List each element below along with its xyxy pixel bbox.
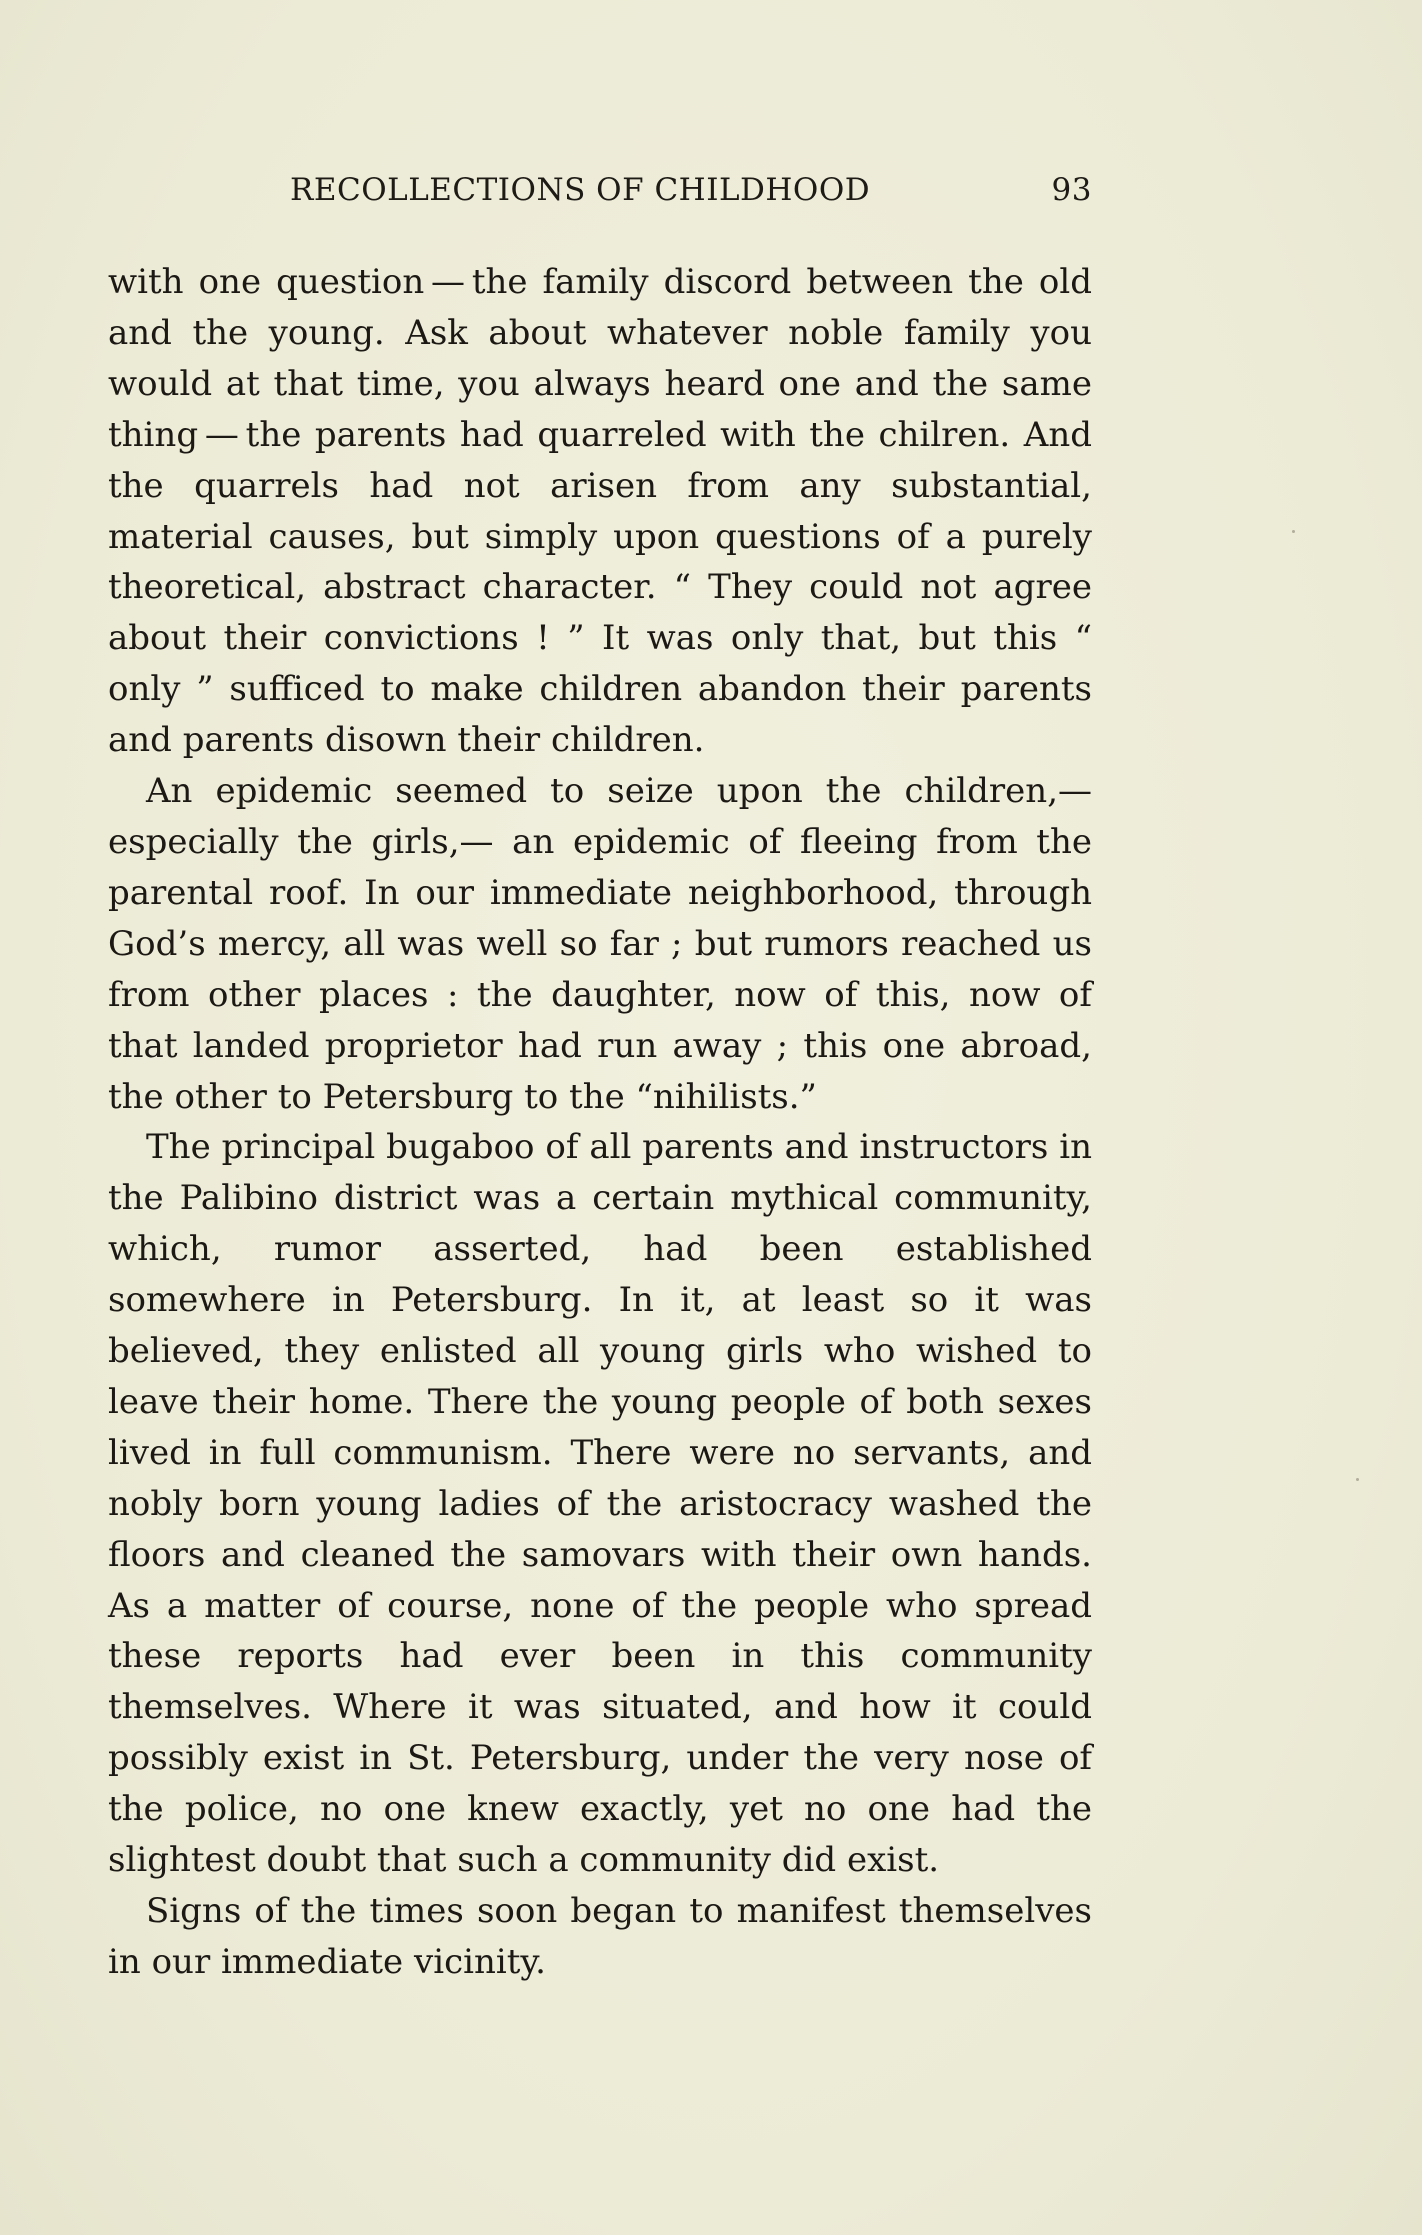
running-title: RECOLLECTIONS OF CHILDHOOD xyxy=(290,172,871,208)
running-head xyxy=(108,172,1092,216)
paragraph-epidemic: An epidemic seemed to seize upon the children,— especially the girls,— an epidemic of fleeing from the parental roof. In our immediate neighborhood, through God’s mercy, all was well so far ; but rumors reached us from other places : the daughter, now of this, now of that landed proprietor had run away ; this one abroad, the other to Petersburg to the “nihilists.” xyxy=(108,771,1092,1117)
body-text xyxy=(108,257,1092,1988)
paper-speck xyxy=(1356,1478,1359,1481)
paper-speck xyxy=(1292,530,1295,533)
paragraph-signs: Signs of the times soon began to manifest themselves in our immediate vicinity. xyxy=(108,1891,1092,1982)
paragraph-bugaboo: The principal bugaboo of all parents and instructors in the Palibino district was a certain mythical community, which, rumor asserted, had been established somewhere in Petersburg. In it, at least so it was believed, they enlisted all young girls who wished to leave their home. There the young people of both sexes lived in full communism. There were no servants, and nobly born young ladies of the aristocracy washed the floors and cleaned the samovars with their own hands. As a matter of course, none of the people who spread these reports had ever been in this community themselves. Where it was situated, and how it could possibly exist in St. Petersburg, under the very nose of the police, no one knew exactly, yet no one had the slightest doubt that such a community did exist. xyxy=(108,1127,1092,1881)
page-number: 93 xyxy=(1051,172,1092,208)
paragraph-continued: with one question — the family discord between the old and the young. Ask about whatever noble family you would at that time, you always heard one and the same thing — the parents had quarreled with the chilren. And the quarrels had not arisen from any substantial, material causes, but simply upon questions of a purely theoretical, abstract character. “ They could not agree about their convictions ! ” It was only that, but this “ only ” sufficed to make children abandon their parents and parents disown their children. xyxy=(108,262,1092,761)
